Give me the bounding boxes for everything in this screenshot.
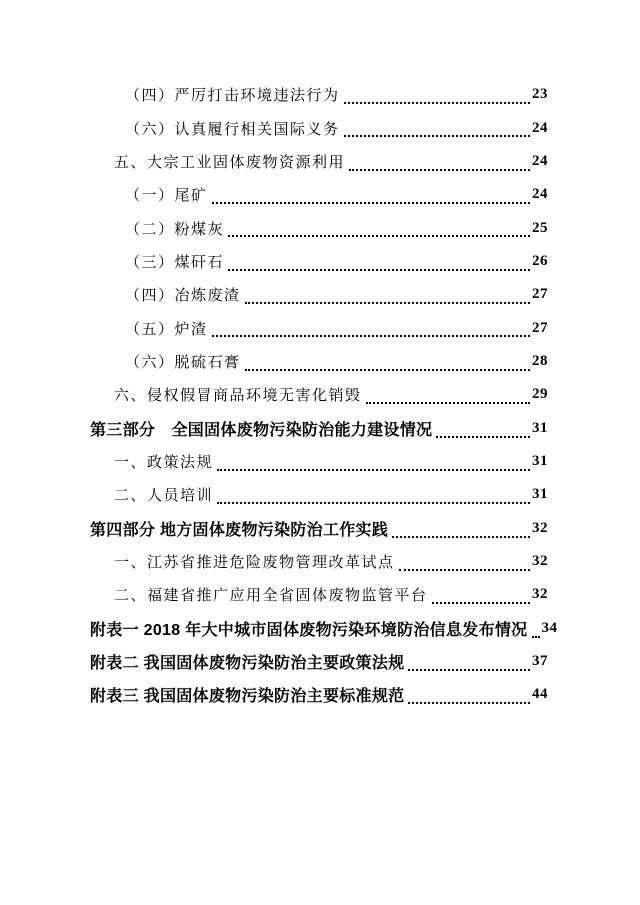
dot-leader bbox=[399, 552, 530, 571]
toc-entry-title: 附表二 我国固体废物污染防治主要政策法规 bbox=[90, 655, 405, 673]
dot-leader bbox=[217, 485, 530, 504]
toc-entry-title: （四）严厉打击环境违法行为 bbox=[125, 88, 340, 105]
toc-entry-title: （五）炉渣 bbox=[125, 321, 208, 338]
toc-entry-page: 24 bbox=[532, 186, 548, 203]
toc-entry[interactable] bbox=[90, 111, 548, 144]
toc-entry[interactable] bbox=[90, 645, 548, 678]
toc-entry-page: 24 bbox=[532, 152, 548, 169]
dot-leader bbox=[228, 252, 530, 271]
toc-entry-title: 一、江苏省推进危险废物管理改革试点 bbox=[114, 554, 395, 571]
toc-entry-title: （四）冶炼废渣 bbox=[125, 288, 241, 305]
toc-entry-title: 六、侵权假冒商品环境无害化销毁 bbox=[114, 388, 362, 405]
dot-leader bbox=[212, 319, 530, 338]
dot-leader bbox=[245, 352, 530, 371]
toc-entry-page: 32 bbox=[532, 519, 548, 536]
toc-entry-title: 附表一 2018 年大中城市固体废物污染环境防治信息发布情况 bbox=[90, 621, 528, 639]
toc-entry[interactable] bbox=[90, 478, 548, 511]
toc-entry[interactable] bbox=[90, 145, 548, 178]
toc-entry-title: 五、大宗工业固体废物资源利用 bbox=[114, 154, 346, 171]
dot-leader bbox=[436, 419, 530, 438]
toc-entry-page: 37 bbox=[532, 653, 548, 670]
toc-entry[interactable] bbox=[90, 78, 548, 111]
toc-entry-title: （六）脱硫石膏 bbox=[125, 354, 241, 371]
dot-leader bbox=[408, 685, 530, 704]
toc-entry-page: 44 bbox=[532, 686, 548, 703]
toc-entry-page: 31 bbox=[532, 486, 548, 503]
toc-entry-page: 25 bbox=[532, 219, 548, 236]
dot-leader bbox=[349, 152, 530, 171]
toc-entry-page: 28 bbox=[532, 352, 548, 369]
toc-entry[interactable] bbox=[90, 245, 548, 278]
toc-entry-title: 第四部分 地方固体废物污染防治工作实践 bbox=[90, 521, 389, 539]
toc-entry-title: 第三部分 全国固体废物污染防治能力建设情况 bbox=[90, 421, 433, 439]
dot-leader bbox=[408, 652, 530, 671]
toc-entry[interactable] bbox=[90, 678, 548, 711]
dot-leader bbox=[432, 585, 530, 604]
toc-entry-page: 31 bbox=[532, 419, 548, 436]
toc-entry-page: 32 bbox=[532, 586, 548, 603]
toc-entry-page: 26 bbox=[532, 252, 548, 269]
toc-entry[interactable] bbox=[90, 278, 548, 311]
toc-entry[interactable] bbox=[90, 511, 548, 544]
toc-entry-page: 31 bbox=[532, 452, 548, 469]
toc-entry-page: 27 bbox=[532, 286, 548, 303]
dot-leader bbox=[344, 85, 530, 104]
toc-entry[interactable] bbox=[90, 578, 548, 611]
dot-leader bbox=[366, 385, 530, 404]
toc-entry-page: 29 bbox=[532, 386, 548, 403]
toc-entry[interactable] bbox=[90, 612, 558, 645]
dot-leader bbox=[245, 285, 530, 304]
toc-entry-title: 一、政策法规 bbox=[114, 454, 214, 471]
toc-entry[interactable] bbox=[90, 445, 548, 478]
toc-entry[interactable] bbox=[90, 311, 548, 344]
toc-entry[interactable] bbox=[90, 345, 548, 378]
toc-entry[interactable] bbox=[90, 378, 548, 411]
toc-entry[interactable] bbox=[90, 211, 548, 244]
toc-entry-title: （六）认真履行相关国际义务 bbox=[125, 121, 340, 138]
toc-entry-title: 二、人员培训 bbox=[114, 488, 214, 505]
toc-entry-page: 34 bbox=[541, 619, 558, 636]
dot-leader bbox=[344, 119, 530, 138]
dot-leader bbox=[212, 185, 530, 204]
dot-leader bbox=[532, 619, 540, 638]
toc-entry-page: 27 bbox=[532, 319, 548, 336]
toc-entry[interactable] bbox=[90, 178, 548, 211]
toc-entry-title: （二）粉煤灰 bbox=[125, 221, 225, 238]
dot-leader bbox=[228, 219, 530, 238]
toc-entry-title: （三）煤矸石 bbox=[125, 254, 225, 271]
toc-entry-title: （一）尾矿 bbox=[125, 188, 208, 205]
toc-entry[interactable] bbox=[90, 545, 548, 578]
dot-leader bbox=[217, 452, 530, 471]
toc-list bbox=[90, 78, 558, 712]
toc-entry-title: 附表三 我国固体废物污染防治主要标准规范 bbox=[90, 688, 405, 706]
toc-entry[interactable] bbox=[90, 411, 548, 444]
toc-entry-title: 二、福建省推广应用全省固体废物监管平台 bbox=[114, 588, 428, 605]
toc-entry-page: 23 bbox=[532, 86, 548, 103]
toc-entry-page: 24 bbox=[532, 119, 548, 136]
dot-leader bbox=[392, 519, 530, 538]
toc-entry-page: 32 bbox=[532, 552, 548, 569]
